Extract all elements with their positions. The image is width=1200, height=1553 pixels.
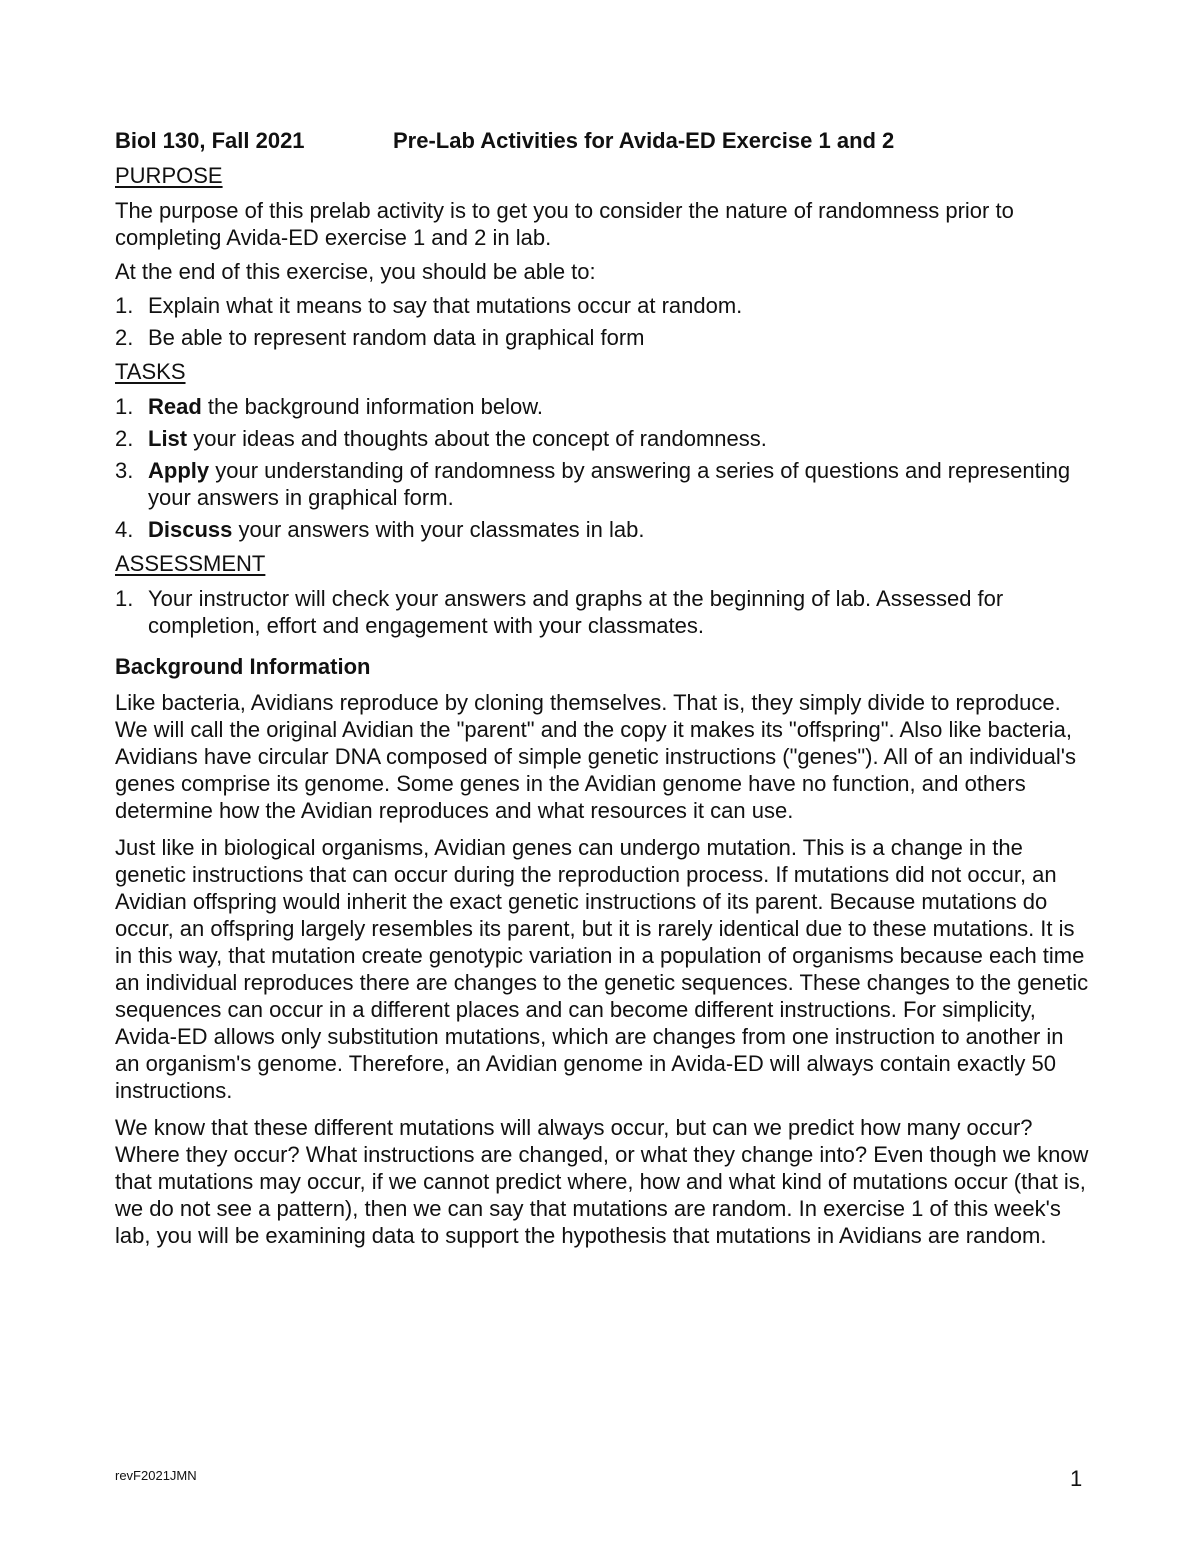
document-title: Pre-Lab Activities for Avida-ED Exercise 1 and 2 bbox=[393, 128, 895, 153]
task-verb: Discuss bbox=[148, 517, 233, 542]
tasks-list bbox=[115, 393, 1090, 543]
assessment-heading: ASSESSMENT bbox=[115, 551, 266, 576]
course-label: Biol 130, Fall 2021 bbox=[115, 128, 305, 153]
task-verb: Apply bbox=[148, 458, 210, 483]
list-number: 1. bbox=[115, 293, 134, 318]
list-text: Be able to represent random data in graphical form bbox=[148, 325, 645, 350]
assessment-list bbox=[115, 585, 1090, 639]
list-text bbox=[148, 516, 1090, 543]
task-text: your ideas and thoughts about the concept of randomness. bbox=[187, 426, 767, 451]
list-item bbox=[115, 585, 1090, 639]
page-number: 1 bbox=[1070, 1466, 1083, 1491]
list-number: 1. bbox=[115, 394, 134, 419]
list-item bbox=[115, 516, 1090, 543]
purpose-paragraph: The purpose of this prelab activity is to get you to consider the nature of randomness prior to completing Avida-ED exercise 1 and 2 in lab. bbox=[115, 198, 1014, 250]
background-heading: Background Information bbox=[115, 654, 371, 679]
list-number: 3. bbox=[115, 458, 134, 483]
purpose-intro: At the end of this exercise, you should be able to: bbox=[115, 259, 596, 284]
list-item bbox=[115, 425, 1090, 452]
task-verb: List bbox=[148, 426, 188, 451]
list-number: 2. bbox=[115, 426, 134, 451]
list-item bbox=[115, 457, 1090, 511]
list-number: 4. bbox=[115, 517, 134, 542]
task-text: your answers with your classmates in lab. bbox=[232, 517, 645, 542]
list-text bbox=[148, 393, 1090, 420]
list-text bbox=[148, 425, 1090, 452]
list-text: Your instructor will check your answers and graphs at the beginning of lab. Assessed for completion, effort and engagement with your classmates. bbox=[148, 586, 1004, 638]
background-paragraph: Just like in biological organisms, Avidian genes can undergo mutation. This is a change in the genetic instructions that can occur during the reproduction process. If mutations did not occur, an Avidian offspring would inherit the exact genetic instructions of its parent. Because mutations do occur, an offspring largely resembles its parent, but it is rarely identical due to these mutations. It is in this way, that mutation create genotypic variation in a population of organisms because each time an individual reproduces there are changes to the genetic sequences. These changes to the genetic sequences can occur in a different places and can become different instructions. For simplicity, Avida-ED allows only substitution mutations, which are changes from one instruction to another in an organism's genome. Therefore, an Avidian genome in Avida-ED will always contain exactly 50 instructions. bbox=[115, 835, 1089, 1103]
purpose-list bbox=[115, 292, 1090, 351]
list-number: 1. bbox=[115, 586, 134, 611]
document-page bbox=[115, 126, 1090, 1259]
list-text: Explain what it means to say that mutations occur at random. bbox=[148, 293, 743, 318]
background-paragraph: We know that these different mutations will always occur, but can we predict how many occur? Where they occur? What instructions are changed, or what they change into? Even though we know that mutations may occur, if we cannot predict where, how and what kind of mutations occur (that is, we do not see a pattern), then we can say that mutations are random. In exercise 1 of this week's lab, you will be examining data to support the hypothesis that mutations in Avidians are random. bbox=[115, 1115, 1089, 1248]
background-paragraph: Like bacteria, Avidians reproduce by cloning themselves. That is, they simply divide to reproduce. We will call the original Avidian the "parent" and the copy it makes its "offspring". Also like bacteria, Avidians have circular DNA composed of simple genetic instructions ("genes"). All of an individual's genes comprise its genome. Some genes in the Avidian genome have no function, and others determine how the Avidian reproduces and what resources it can use. bbox=[115, 690, 1076, 823]
list-item bbox=[115, 393, 1090, 420]
list-number: 2. bbox=[115, 325, 134, 350]
tasks-heading: TASKS bbox=[115, 359, 186, 384]
list-item bbox=[115, 324, 1090, 351]
list-text bbox=[148, 457, 1090, 511]
revision-code: revF2021JMN bbox=[115, 1468, 197, 1483]
task-text: the background information below. bbox=[201, 394, 544, 419]
purpose-heading: PURPOSE bbox=[115, 163, 223, 188]
list-item bbox=[115, 292, 1090, 319]
document-header bbox=[115, 126, 1090, 156]
task-text: your understanding of randomness by answering a series of questions and representing your answers in graphical form. bbox=[148, 458, 1071, 510]
task-verb: Read bbox=[148, 394, 202, 419]
